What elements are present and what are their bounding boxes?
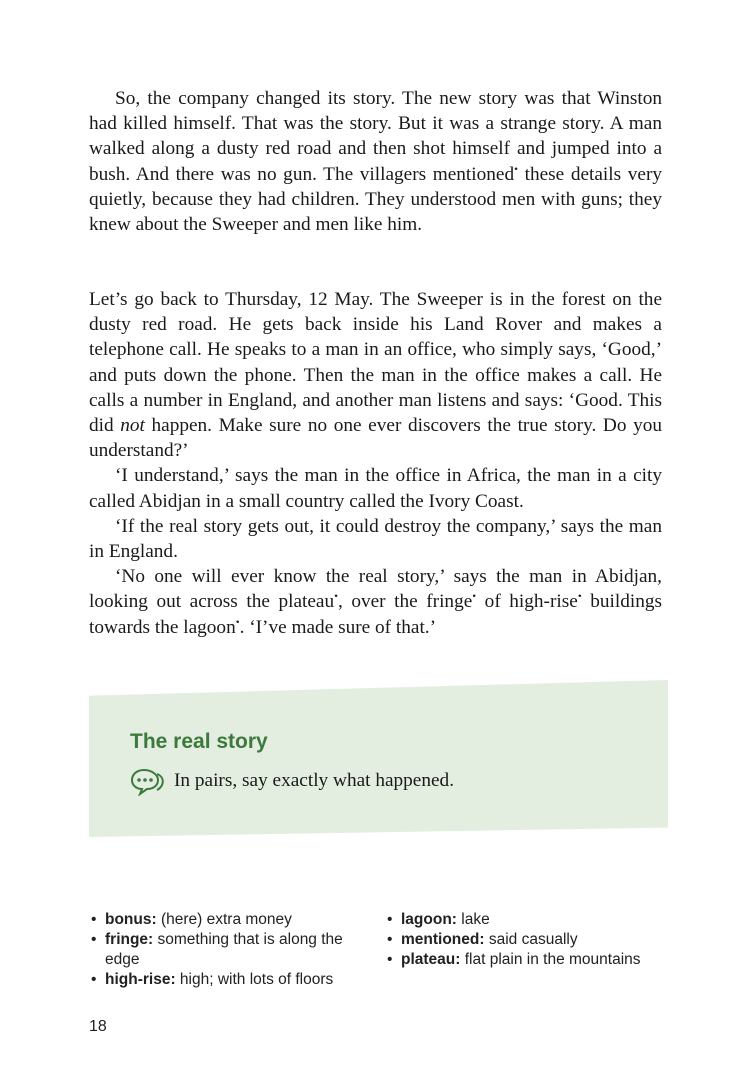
activity-box — [89, 680, 668, 837]
glossary-item — [385, 930, 685, 950]
footnote-marker: • — [514, 163, 518, 176]
bullet: • — [387, 931, 393, 948]
speech-bubble-icon — [130, 766, 166, 796]
glossary-item — [385, 950, 685, 970]
body-paragraph-2 — [89, 287, 662, 463]
glossary-term: plateau: — [401, 951, 461, 968]
page-number: 18 — [89, 1018, 107, 1035]
activity-instruction-row — [130, 766, 454, 796]
glossary-item — [89, 930, 359, 970]
activity-instruction: In pairs, say exactly what happened. — [174, 770, 455, 791]
glossary-item — [385, 910, 685, 930]
paragraph-text: , over the fringe — [337, 591, 473, 613]
glossary-definition: something that is along the edge — [105, 931, 343, 968]
body-paragraph-1 — [89, 86, 662, 237]
body-paragraph-5 — [89, 564, 662, 640]
paragraph-text: . ‘I’ve made sure of that.’ — [239, 616, 437, 638]
paragraph-text: these details very quietly, because they had children. They understood men with guns; they knew about the Sweeper and men like him. — [89, 163, 663, 236]
glossary-definition: said casually — [484, 931, 578, 948]
paragraph-text: ‘No one will ever know the real story,’ says the man in Abidjan, looking out across the plateau — [89, 566, 662, 613]
glossary-definition: flat plain in the mountains — [460, 951, 641, 968]
emphasis-not: not — [120, 415, 145, 437]
glossary-item — [89, 910, 359, 930]
paragraph-text: So, the company changed its story. The new story was that Winston had killed himself. That was the story. But it was a strange story. A man walked along a dusty red road and then shot himself and jumped into a bush. And there was no gun. The villagers mentioned — [89, 88, 662, 185]
glossary-term: bonus: — [105, 911, 157, 928]
glossary-right-column — [385, 910, 685, 970]
body-paragraph-3: ‘I understand,’ says the man in the office in Africa, the man in a city called Abidjan in a small country called the Ivory Coast. — [89, 465, 662, 512]
glossary-term: fringe: — [105, 931, 154, 948]
glossary-definition: (here) extra money — [156, 911, 292, 928]
glossary-item — [89, 970, 359, 990]
paragraph-text: happen. Make sure no one ever discovers the true story. Do you understand?’ — [89, 415, 662, 462]
body-section-2 — [89, 287, 662, 640]
bullet: • — [387, 911, 393, 928]
body-paragraph-4: ‘If the real story gets out, it could destroy the company,’ says the man in England. — [89, 515, 662, 563]
footnote-marker: • — [235, 616, 240, 629]
footnote-marker: • — [577, 591, 582, 604]
glossary-left-column — [89, 910, 359, 990]
glossary-term: mentioned: — [401, 931, 485, 948]
footnote-marker: • — [472, 591, 477, 604]
bullet: • — [91, 911, 97, 928]
activity-title: The real story — [130, 730, 268, 753]
glossary-term: high-rise: — [105, 971, 176, 988]
bullet: • — [91, 971, 97, 988]
bullet: • — [91, 931, 97, 948]
glossary-term: lagoon: — [401, 911, 457, 928]
glossary-definition: lake — [456, 911, 490, 928]
paragraph-text: Let’s go back to Thursday, 12 May. The Sweeper is in the forest on the dusty red road. He gets back inside his Land Rover and makes a telephone call. He speaks to a man in an office, who simply says, ‘Good,’ and puts down the phone. Then the man in the office makes a call. He calls a number in England, and another man listens and says: ‘Good. This did — [89, 289, 662, 437]
bullet: • — [387, 951, 393, 968]
paragraph-text: buildings towards the lagoon — [89, 591, 663, 638]
paragraph-text: of high-rise — [476, 591, 578, 613]
glossary-definition: high; with lots of floors — [175, 971, 334, 988]
footnote-marker: • — [334, 591, 338, 604]
